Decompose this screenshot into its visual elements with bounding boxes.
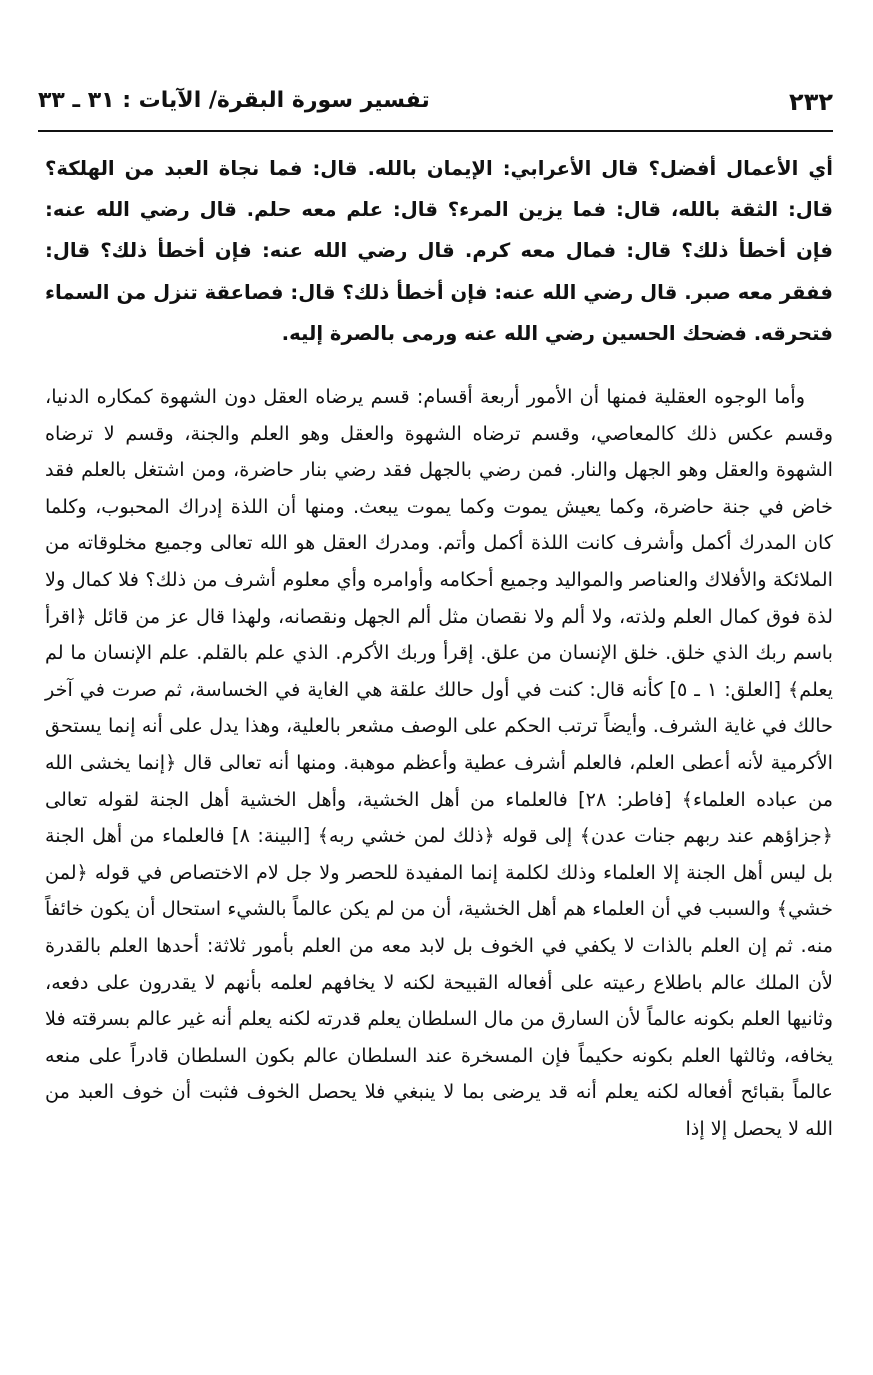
- passage-rational-proofs: [45, 379, 833, 1147]
- paragraph-anecdote: أي الأعمال أفضل؟ قال الأعرابي: الإيمان بالله. قال: فما نجاة العبد من الهلكة؟ قال: الثقة بالله، قال: فما يزين المرء؟ قال: علم معه حلم. قال رضي الله عنه: فإن أخطأ ذلك؟ قال: فمال معه كرم. قال رضي الله عنه: فإن أخطأ ذلك؟ قال: ففقر معه صبر. قال رضي الله عنه: فإن أخطأ ذلك؟ قال: فصاعقة تنزل من السماء فتحرقه. فضحك الحسين رضي الله عنه ورمى بالصرة إليه.: [45, 157, 833, 345]
- header-divider: [38, 130, 833, 132]
- page-number: ٢٣٢: [789, 88, 833, 116]
- passage-anecdote: [45, 148, 833, 354]
- running-title: تفسير سورة البقرة/ الآيات : ٣١ ـ ٣٣: [38, 88, 430, 113]
- paragraph-rational-proofs: وأما الوجوه العقلية فمنها أن الأمور أربعة أقسام: قسم يرضاه العقل دون الشهوة كمكاره الدنيا، وقسم عكس ذلك كالمعاصي، وقسم ترضاه الشهوة والعقل وهو العلم والجنة، وقسم لا ترضاه الشهوة والعقل وهو الجهل والنار. فمن رضي بالجهل فقد رضي بنار حاضرة، ومن اشتغل بالعلم فقد خاض في جنة حاضرة، وكما يعيش يموت وكما يموت يبعث. ومنها أن اللذة إدراك المحبوب، وكلما كان المدرك أكمل وأشرف كانت اللذة أكمل وأتم. ومدرك العقل هو الله تعالى وجميع مخلوقاته من الملائكة والأفلاك والعناصر والمواليد وجميع أحكامه وأوامره وأي معلوم أشرف من ذلك؟ فلا كمال ولا لذة فوق كمال العلم ولذته، ولا ألم ولا نقصان مثل ألم الجهل ونقصانه، ولهذا قال عز من قائل ﴿اقرأ باسم ربك الذي خلق. خلق الإنسان من علق. إقرأ وربك الأكرم. الذي علم بالقلم. علم الإنسان ما لم يعلم﴾ [العلق: ١ ـ ٥] كأنه قال: كنت في أول حالك علقة هي الغاية في الخساسة، ثم صرت في آخر حالك في غاية الشرف. وأيضاً ترتب الحكم على الوصف مشعر بالعلية، وهذا يدل على أنه إنما يستحق الأكرمية لأنه أعطى العلم، فالعلم أشرف عطية وأعظم موهبة. ومنها أنه تعالى قال ﴿إنما يخشى الله من عباده العلماء﴾ [فاطر: ٢٨] فالعلماء من أهل الخشية، وأهل الخشية أهل الجنة لقوله تعالى ﴿جزاؤهم عند ربهم جنات عدن﴾ إلى قوله ﴿ذلك لمن خشي ربه﴾ [البينة: ٨] فالعلماء من أهل الجنة بل ليس أهل الجنة إلا العلماء وذلك لكلمة إنما المفيدة للحصر ولا جل لام الاختصاص في قوله ﴿لمن خشي﴾ والسبب في أن العلماء هم أهل الخشية، أن من لم يكن عالماً بالشيء استحال أن يكون خائفاً منه. ثم إن العلم بالذات لا يكفي في الخوف بل لابد معه من العلم بأمور ثلاثة: أحدها العلم بالقدرة لأن الملك عالم باطلاع رعيته على أفعاله القبيحة لكنه لا يخافهم لعلمه بأنهم لا يقدرون على دفعه، وثانيها العلم بكونه عالماً لأن السارق من مال السلطان يعلم قدرته لكنه يعلم أنه غير عالم بسرقته فلا يخافه، وثالثها العلم بكونه حكيماً فإن المسخرة عند السلطان عالم بكون السلطان قادراً على منعه عالماً بقبائح أفعاله لكنه يعلم أنه قد يرضى بما لا ينبغي فلا يحصل الخوف فثبت أن خوف العبد من الله لا يحصل إلا إذا: [45, 385, 834, 1140]
- page-header: [38, 84, 833, 124]
